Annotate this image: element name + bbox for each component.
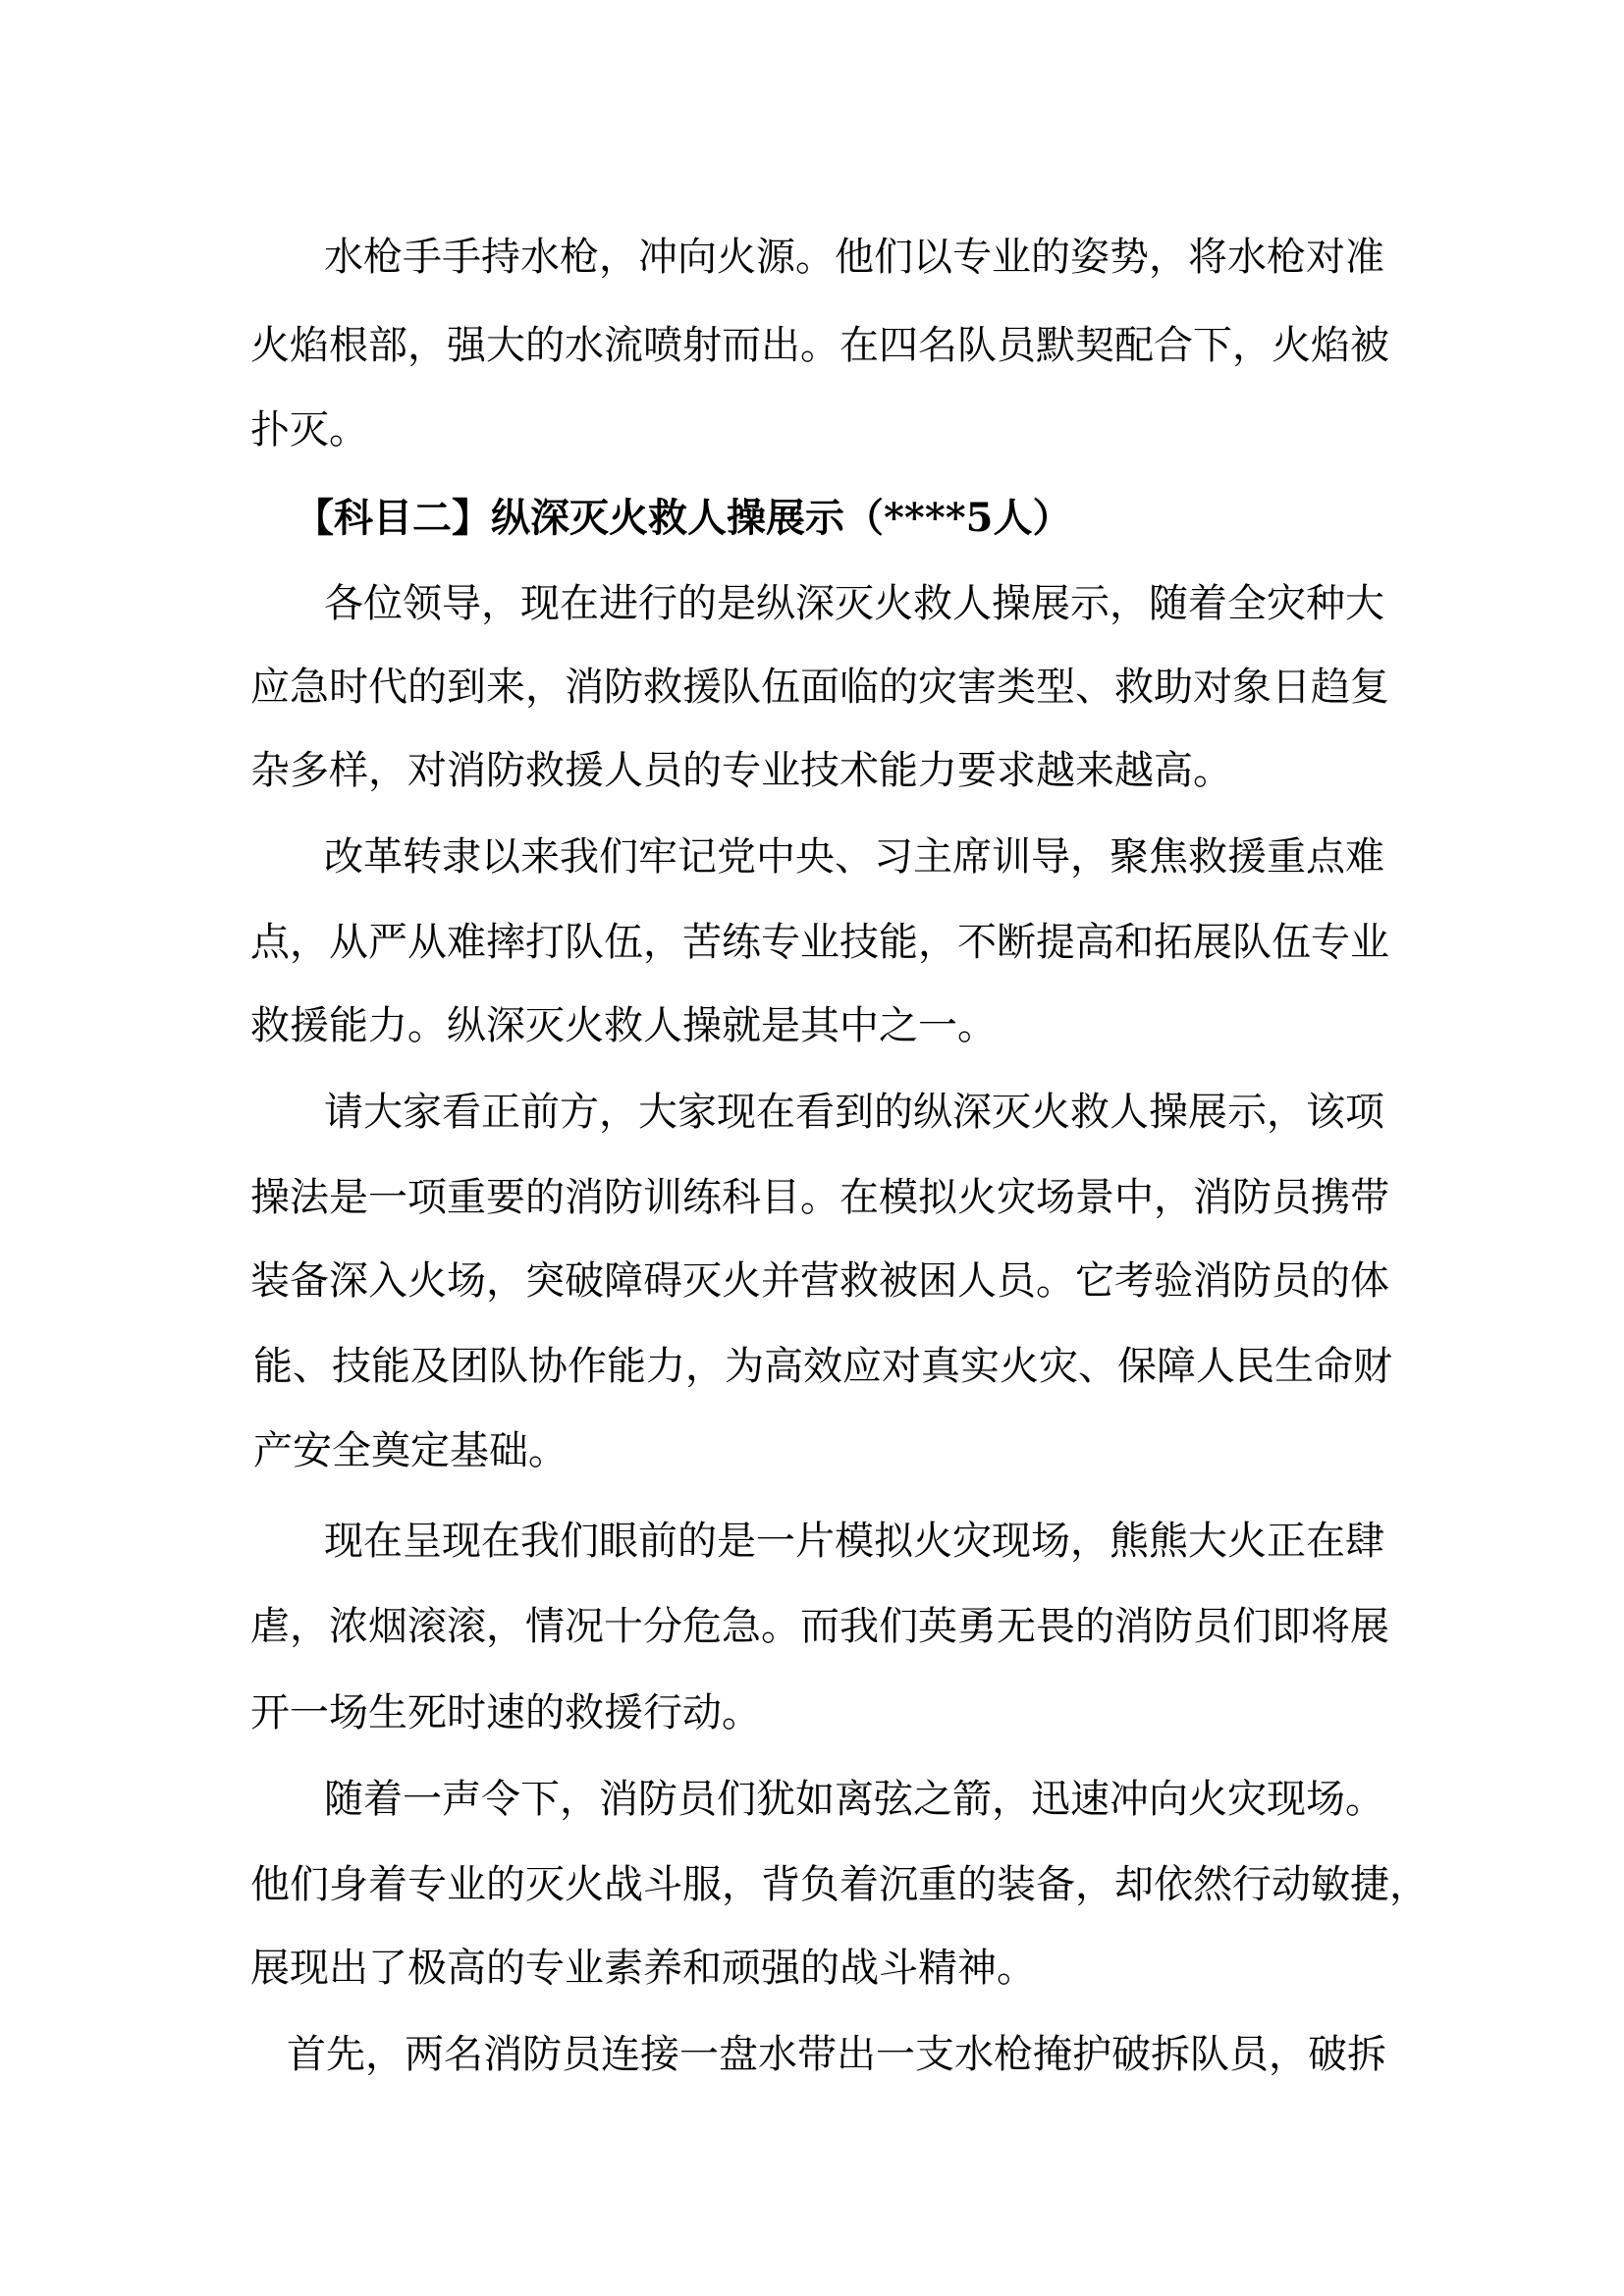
paragraph-line: 展现出了极高的专业素养和顽强的战斗精神。 xyxy=(250,1946,1036,1991)
paragraph-line: 水枪手手持水枪，冲向火源。他们以专业的姿势，将水枪对准 xyxy=(324,235,1384,280)
paragraph-line: 各位领导，现在进行的是纵深灭火救人操展示，随着全灾种大 xyxy=(324,581,1384,626)
paragraph-line: 能、技能及团队协作能力，为高效应对真实火灾、保障人民生命财 xyxy=(253,1344,1392,1389)
section-heading: 【科目二】纵深灭火救人操展示（****5人） xyxy=(295,495,1072,541)
paragraph-line: 随着一声令下，消防员们犹如离弦之箭，迅速冲向火灾现场。 xyxy=(324,1777,1384,1822)
paragraph-line: 请大家看正前方，大家现在看到的纵深灭火救人操展示，该项 xyxy=(324,1090,1384,1135)
paragraph-line: 虐，浓烟滚滚，情况十分危急。而我们英勇无畏的消防员们即将展 xyxy=(250,1604,1389,1649)
paragraph-line: 首先，两名消防员连接一盘水带出一支水枪掩护破拆队员，破拆 xyxy=(287,2032,1386,2077)
paragraph-line: 产安全奠定基础。 xyxy=(253,1428,568,1473)
paragraph-line: 改革转隶以来我们牢记党中央、习主席训导，聚焦救援重点难 xyxy=(324,834,1384,880)
paragraph-line: 救援能力。纵深灭火救人操就是其中之一。 xyxy=(250,1003,997,1048)
paragraph-line: 操法是一项重要的消防训练科目。在模拟火灾场景中，消防员携带 xyxy=(250,1175,1389,1220)
paragraph-line: 他们身着专业的灭火战斗服，背负着沉重的装备，却依然行动敏捷， xyxy=(250,1862,1429,1907)
paragraph-line: 点，从严从难摔打队伍，苦练专业技能，不断提高和拓展队伍专业 xyxy=(250,920,1389,965)
paragraph-line: 应急时代的到来，消防救援队伍面临的灾害类型、救助对象日趋复 xyxy=(250,665,1389,710)
paragraph-line: 扑灭。 xyxy=(250,407,368,453)
paragraph-line: 杂多样，对消防救援人员的专业技术能力要求越来越高。 xyxy=(250,748,1232,793)
paragraph-line: 开一场生死时速的救援行动。 xyxy=(250,1690,761,1735)
paragraph-line: 火焰根部，强大的水流喷射而出。在四名队员默契配合下，火焰被 xyxy=(250,323,1389,368)
paragraph-line: 现在呈现在我们眼前的是一片模拟火灾现场，熊熊大火正在肆 xyxy=(324,1519,1384,1564)
paragraph-line: 装备深入火场，突破障碍灭火并营救被困人员。它考验消防员的体 xyxy=(250,1258,1389,1304)
